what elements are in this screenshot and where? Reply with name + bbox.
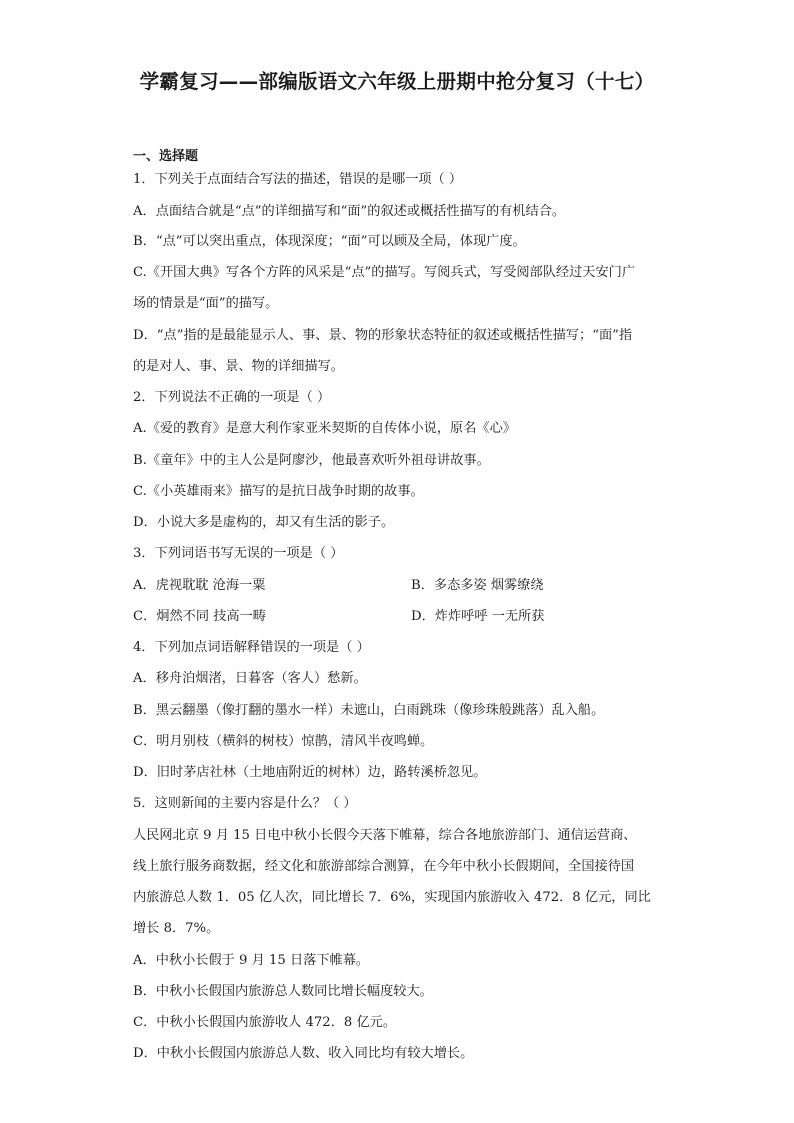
question-2-option-a: A.《爱的教育》是意大利作家亚米契斯的自传体小说，原名《心》 <box>133 421 516 436</box>
question-1-option-d-line-1: D．“点”指的是最能显示人、事、景、物的形象状态特征的叙述或概括性描写；“面”指 <box>133 328 633 343</box>
question-5-passage-line-1: 人民网北京 9 月 15 日电中秋小长假今天落下帷幕，综合各地旅游部门、通信运营商、 <box>133 828 637 843</box>
question-2-option-c: C.《小英雄雨来》描写的是抗日战争时期的故事。 <box>133 484 424 499</box>
question-1-option-c-line-2: 场的情景是“面”的描写。 <box>133 296 279 311</box>
question-5-passage-line-2: 线上旅行服务商数据，经文化和旅游部综合测算，在今年中秋小长假期间，全国接待国 <box>133 859 635 874</box>
question-2-option-d: D．小说大多是虚构的，却又有生活的影子。 <box>133 515 395 530</box>
question-3-stem: 3．下列词语书写无误的一项是（ ） <box>133 546 344 561</box>
question-1-option-c-line-1: C.《开国大典》写各个方阵的风采是“点”的描写。写阅兵式，写受阅部队经过天安门广 <box>133 265 636 280</box>
question-2-option-b: B.《童年》中的主人公是阿廖沙，他最喜欢听外祖母讲故事。 <box>133 453 490 468</box>
question-5-stem: 5．这则新闻的主要内容是什么？（ ） <box>133 796 357 811</box>
question-5-option-b: B．中秋小长假国内旅游总人数同比增长幅度较大。 <box>133 984 433 999</box>
question-2-stem: 2．下列说法不正确的一项是（ ） <box>133 390 331 405</box>
question-5-passage-line-4: 增长 8．7%。 <box>133 921 220 936</box>
question-4-option-b: B．黑云翻墨（像打翻的墨水一样）未遮山，白雨跳珠（像珍珠般跳落）乱入船。 <box>133 703 605 718</box>
question-3-option-d: D．炸炸呼呼 一无所获 <box>411 609 545 624</box>
question-5-passage-line-3: 内旅游总人数 1．05 亿人次，同比增长 7．6%，实现国内旅游收入 472．8 亿元，同比 <box>133 890 651 905</box>
question-3-option-c: C．炯然不同 技高一畴 <box>133 609 266 624</box>
question-5-option-c: C．中秋小长假国内旅游收人 472．8 亿元。 <box>133 1015 397 1030</box>
question-1-option-d-line-2: 的是对人、事、景、物的详细描写。 <box>133 359 344 374</box>
section-heading: 一、选择题 <box>133 149 199 164</box>
question-3-option-b: B．多态多姿 烟雾缭绕 <box>411 578 544 593</box>
question-1-stem: 1．下列关于点面结合写法的描述，错误的是哪一项（ ） <box>133 172 463 187</box>
question-4-option-d: D．旧时茅店社林（土地庙附近的树林）边，路转溪桥忽见。 <box>133 765 487 780</box>
question-3-option-a: A．虎视耽耽 沧海一粟 <box>133 578 266 593</box>
page-title: 学霸复习——部编版语文六年级上册期中抢分复习（十七） <box>139 70 655 93</box>
question-4-option-a: A．移舟泊烟渚，日暮客（客人）愁新。 <box>133 671 367 686</box>
question-5-option-a: A．中秋小长假于 9 月 15 日落下帷幕。 <box>133 953 370 968</box>
question-1-option-b: B．“点”可以突出重点，体现深度；“面”可以顾及全局，体现广度。 <box>133 234 526 249</box>
question-1-option-a: A．点面结合就是“点”的详细描写和“面”的叙述或概括性描写的有机结合。 <box>133 204 566 219</box>
question-4-option-c: C．明月别枝（横斜的树枝）惊鹊，清风半夜鸣蝉。 <box>133 734 434 749</box>
question-5-option-d: D．中秋小长假国内旅游总人数、收入同比均有较大增长。 <box>133 1046 474 1061</box>
question-4-stem: 4．下列加点词语解释错误的一项是（ ） <box>133 640 370 655</box>
